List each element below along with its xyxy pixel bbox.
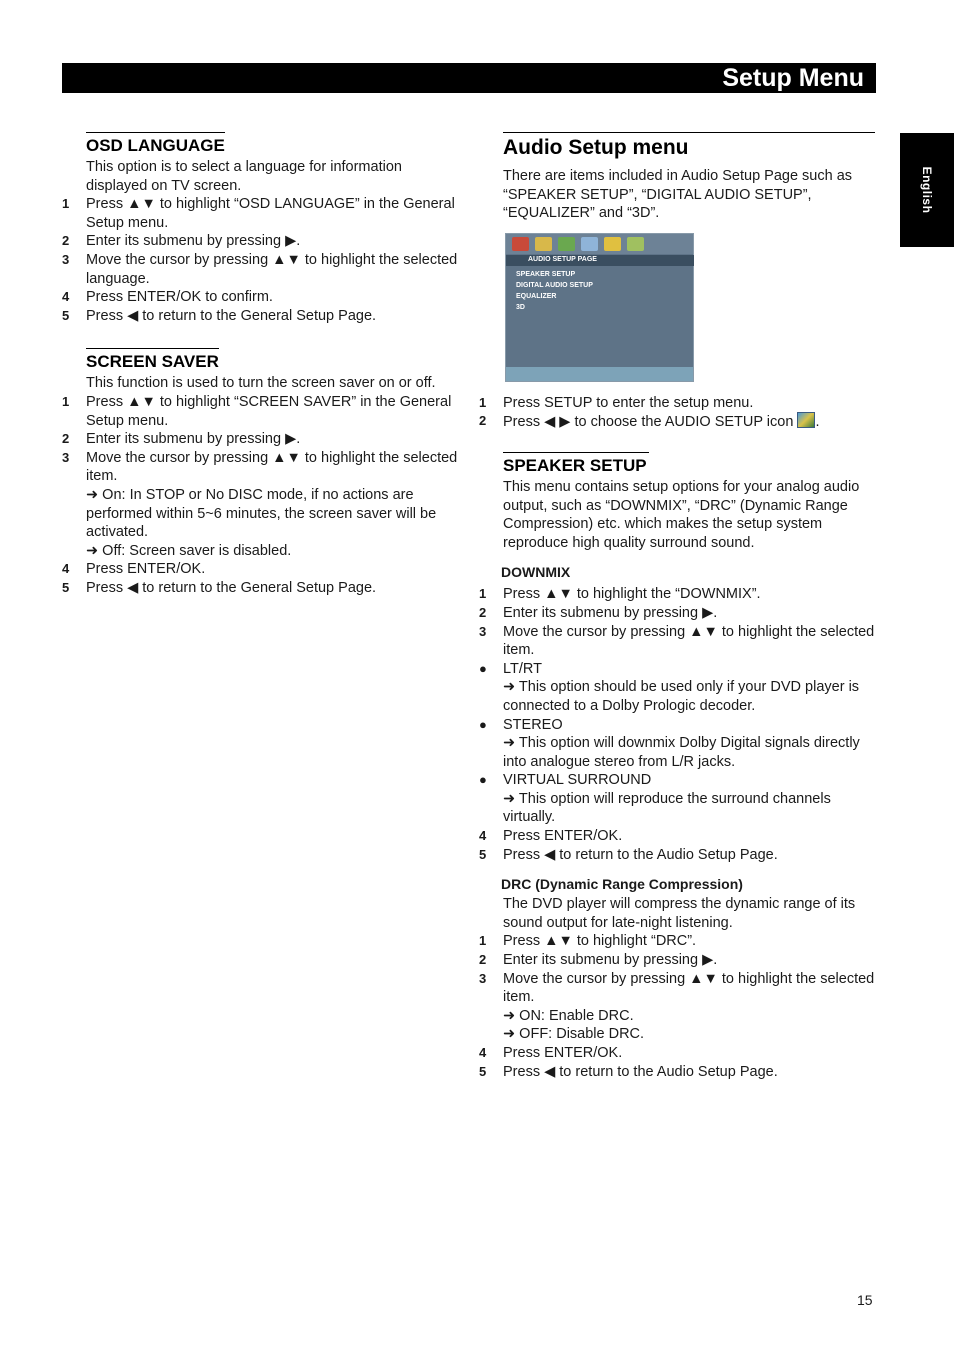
step [479,1044,879,1063]
section-title: SCREEN SAVER [86,348,219,372]
step [479,585,879,604]
bullet-item [479,660,879,679]
step-text: Press ▲▼ to highlight “SCREEN SAVER” in the General Setup menu. [86,393,452,429]
step [479,970,879,1007]
menu-item: SPEAKER SETUP [516,270,576,278]
step [479,604,879,623]
step [62,430,462,449]
audio-setup-menu-screenshot [505,233,694,382]
step-number: 1 [62,196,70,212]
section-title: OSD LANGUAGE [86,132,225,156]
page-number: 15 [857,1292,873,1308]
step [62,579,462,598]
step-number: 2 [62,233,70,249]
step [62,307,462,326]
section-intro: This option is to select a language for information displayed on TV screen. [86,159,402,194]
drc-intro: The DVD player will compress the dynamic range of its sound output for late-night listening. [503,896,856,931]
step-number: 5 [479,846,487,862]
step-text: Press ▲▼ to highlight “DRC”. [503,933,697,950]
step-number: 1 [479,394,487,410]
step-number: 5 [62,579,70,595]
step-text: Press ENTER/OK. [503,1045,623,1061]
menu-item: 3D [516,303,525,311]
step-text: Press ENTER/OK. [503,828,623,845]
section-intro: There are items included in Audio Setup Page such as “SPEAKER SETUP”, “DIGITAL AUDIO SETUP”, “EQUALIZER” and “3D”. [503,168,853,222]
step-text-part: Press ◀ ▶ to choose the AUDIO SETUP icon [503,414,794,431]
step-number: 2 [479,952,487,968]
section-intro: This function is used to turn the screen saver on or off. [86,375,436,392]
step-text: Move the cursor by pressing ▲▼ to highlight the selected language. [86,251,458,287]
video-setup-icon [558,237,575,251]
bullet-item [479,771,879,790]
step-text: Move the cursor by pressing ▲▼ to highlight the selected item. [503,970,875,1006]
lock-icon [604,237,621,251]
step [479,846,879,865]
note-on: ➜ On: In STOP or No DISC mode, if no actions are performed within 5~6 minutes, the screen saver will be activated. [86,486,437,541]
step-number: 5 [62,307,70,323]
step-text: Press ◀ to return to the Audio Setup Page. [503,1063,778,1080]
step-text: Press ◀ to return to the Audio Setup Page. [503,846,778,863]
step-text: Press ▲▼ to highlight the “DOWNMIX”. [503,586,761,603]
step [62,195,462,232]
bullet-item [479,716,879,735]
step-text: Enter its submenu by pressing ▶. [86,431,301,448]
step [479,951,879,970]
step [479,412,879,432]
bullet-icon: ● [479,772,487,788]
step [62,288,462,307]
menu-page-title: AUDIO SETUP PAGE [528,255,597,263]
step-number: 4 [62,289,70,305]
step [62,560,462,579]
speaker-setup-section [479,452,879,1081]
step [62,232,462,251]
bullet-icon: ● [479,716,487,732]
step [62,393,462,430]
bullet-text: VIRTUAL SURROUND [503,772,652,789]
step [479,623,879,660]
step [479,1063,879,1082]
note-off: ➜ OFF: Disable DRC. [503,1026,645,1043]
section-title: Audio Setup menu [503,132,875,161]
left-column [62,132,462,597]
step-text: Press ◀ to return to the General Setup Page. [86,579,377,596]
step-number: 4 [62,561,70,577]
audio-setup-icon [797,412,815,428]
step-number: 2 [479,604,487,620]
page-title: Setup Menu [722,64,864,92]
drc-title: DRC (Dynamic Range Compression) [501,876,743,893]
step-text: Move the cursor by pressing ▲▼ to highlight the selected item. [503,623,875,659]
step-number: 1 [62,393,70,409]
step-number: 2 [62,431,70,447]
menu-item: DIGITAL AUDIO SETUP [516,281,593,289]
note-on: ➜ ON: Enable DRC. [503,1007,634,1024]
screen-saver-section [62,348,462,597]
menu-bottom-bar [506,367,693,381]
step [62,449,462,486]
step-text: Move the cursor by pressing ▲▼ to highlight the selected item. [86,449,458,485]
step-number: 3 [62,449,70,465]
step [479,827,879,846]
step-text: Press ENTER/OK. [86,561,206,578]
right-column [479,132,879,1081]
section-title: SPEAKER SETUP [503,452,649,476]
preference-icon [581,237,598,251]
step-text: Enter its submenu by pressing ▶. [503,604,718,621]
step-text: Press SETUP to enter the setup menu. [503,394,754,411]
step-number: 4 [479,1045,487,1060]
bullet-note: ➜ This option will downmix Dolby Digital signals directly into analogue stereo from L/R jacks. [503,735,860,770]
step-text: Press ◀ to return to the General Setup Page. [86,307,377,324]
audio-setup-section [479,132,879,432]
step-text: Enter its submenu by pressing ▶. [86,233,301,250]
step-text: Enter its submenu by pressing ▶. [503,952,718,969]
step [62,251,462,288]
step [479,932,879,951]
audio-setup-icon [535,237,552,251]
bullet-icon: ● [479,660,487,676]
step-number: 4 [479,828,487,844]
step-number: 2 [479,413,487,429]
step-text: Press ENTER/OK to confirm. [86,289,273,306]
note-off: ➜ Off: Screen saver is disabled. [86,542,292,559]
step-text [503,412,879,432]
step-number: 5 [479,1063,487,1079]
step-number: 3 [479,623,487,639]
language-tab-label: English [920,166,934,214]
bullet-note: ➜ This option will reproduce the surround channels virtually. [503,790,831,826]
language-tab [900,133,954,247]
menu-items [516,269,593,313]
downmix-title: DOWNMIX [501,564,571,581]
step-number: 3 [479,970,487,986]
bullet-text: STEREO [503,716,563,733]
step-number: 1 [479,933,487,949]
section-intro: This menu contains setup options for your analog audio output, such as “DOWNMIX”, “DRC” (Dynamic Range Compression) etc. which makes the setup system reproduce high quality surround sound. [503,478,860,551]
step-text-part: . [815,414,820,431]
menu-icon-bar [506,234,693,254]
exit-icon [627,237,644,251]
menu-item: EQUALIZER [516,292,557,300]
header-bar [62,63,876,93]
general-setup-icon [512,237,529,251]
osd-language-section [62,132,462,325]
bullet-note: ➜ This option should be used only if your DVD player is connected to a Dolby Prologic decoder. [503,679,860,714]
bullet-text: LT/RT [503,660,542,677]
step-number: 3 [62,251,70,267]
step-number: 1 [479,586,487,602]
step-text: Press ▲▼ to highlight “OSD LANGUAGE” in the General Setup menu. [86,196,455,231]
step [479,394,879,413]
